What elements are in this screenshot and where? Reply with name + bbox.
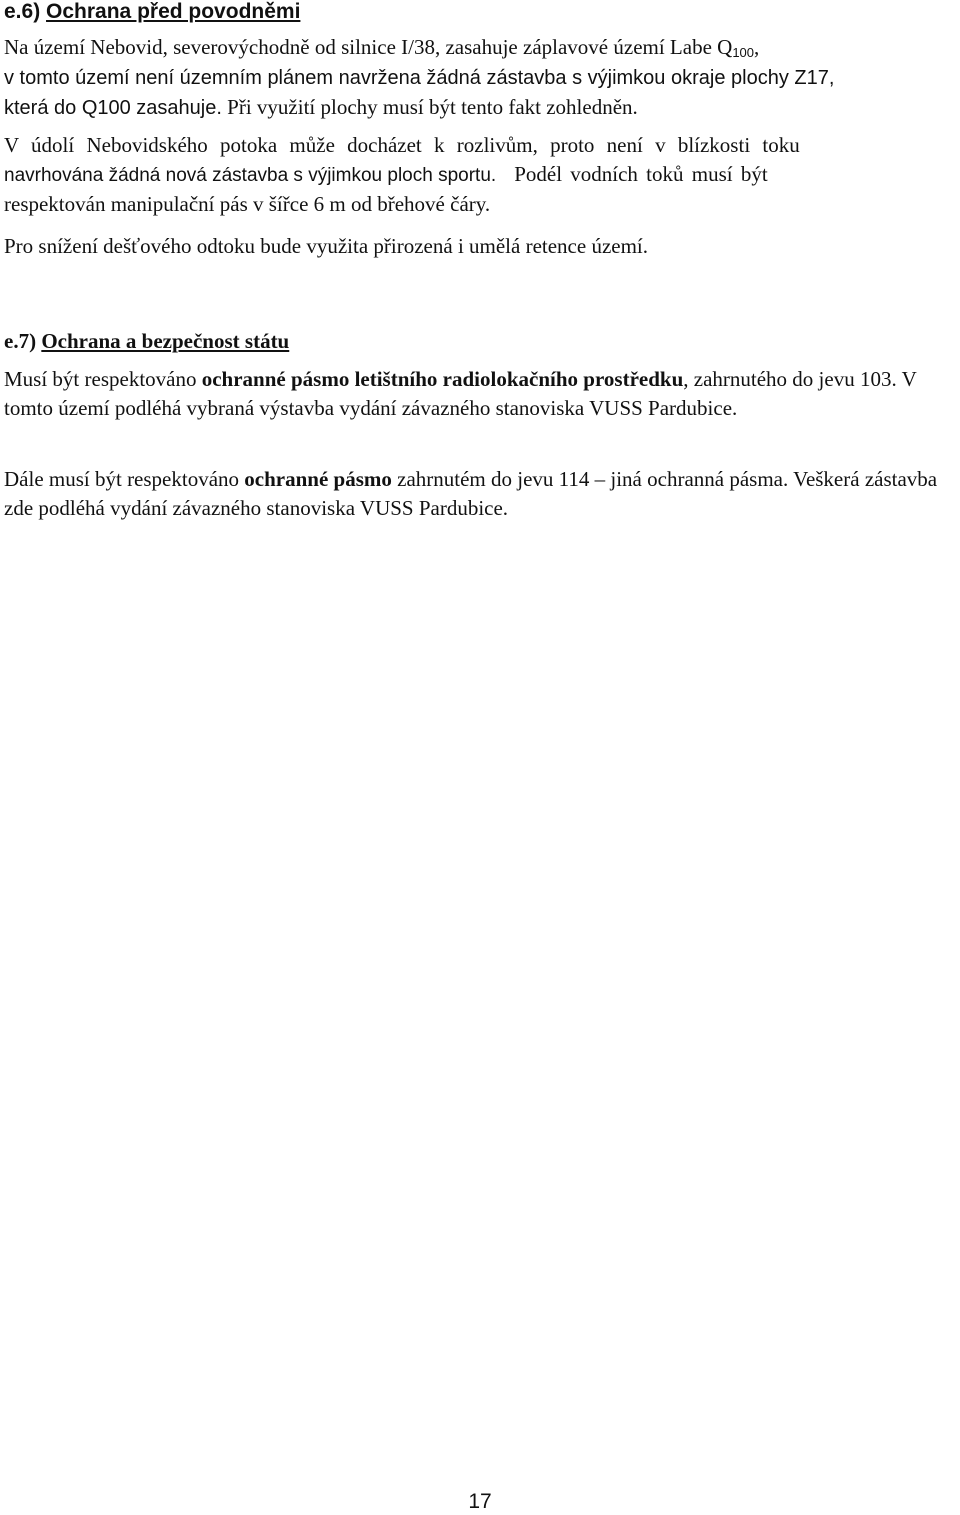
paragraph-line: navrhována žádná nová zástavba s výjimkou ploch sportu. Podél vodních toků musí být bbox=[4, 162, 768, 186]
paragraph-line: Pro snížení dešťového odtoku bude využita přirozená i umělá retence území. bbox=[4, 234, 649, 258]
section-heading-e6 bbox=[4, 0, 300, 24]
bold-term: ochranné pásmo bbox=[244, 467, 392, 491]
paragraph-rainwater-retention bbox=[4, 232, 960, 261]
paragraph-line: respektován manipulační pás v šířce 6 m od břehové čáry. bbox=[4, 192, 491, 216]
paragraph-line: v tomto území není územním plánem navržena žádná zástavba s výjimkou okraje plochy Z17, bbox=[4, 67, 835, 89]
paragraph-line: která do Q100 zasahuje. Při využití plochy musí být tento fakt zohledněn. bbox=[4, 95, 638, 119]
section-heading-e7 bbox=[4, 329, 289, 354]
paragraph-radar-protection: Musí být respektováno ochranné pásmo letištního radiolokačního prostředku, zahrnutého do jevu 103. V tomto území podléhá vybraná výstavba vydání závazného stanoviska VUSS Pardubice. bbox=[4, 367, 917, 420]
paragraph-line: V údolí Nebovidského potoka může docházet k rozlivům, proto není v blízkosti toku bbox=[4, 133, 800, 157]
section-title: Ochrana před povodněmi bbox=[46, 0, 301, 23]
paragraph-protection-zone: Dále musí být respektováno ochranné pásmo zahrnutém do jevu 114 – jiná ochranná pásma. Veškerá zástavba zde podléhá vydání závazného stanoviska VUSS Pardubice. bbox=[4, 467, 938, 520]
paragraph-flood-zone bbox=[4, 33, 960, 123]
section-number: e.6) bbox=[4, 0, 41, 23]
bold-term: ochranné pásmo letištního radiolokačního prostředku bbox=[201, 367, 684, 391]
page-number: 17 bbox=[468, 1490, 492, 1513]
subscript: 100 bbox=[732, 45, 755, 60]
section-title: Ochrana a bezpečnost státu bbox=[41, 329, 290, 353]
paragraph-stream-valley bbox=[4, 131, 960, 219]
paragraph-line: Na území Nebovid, severovýchodně od silnice I/38, zasahuje záplavové území Labe $Q_{100}$, bbox=[4, 35, 760, 60]
section-number: e.7) bbox=[4, 329, 37, 353]
